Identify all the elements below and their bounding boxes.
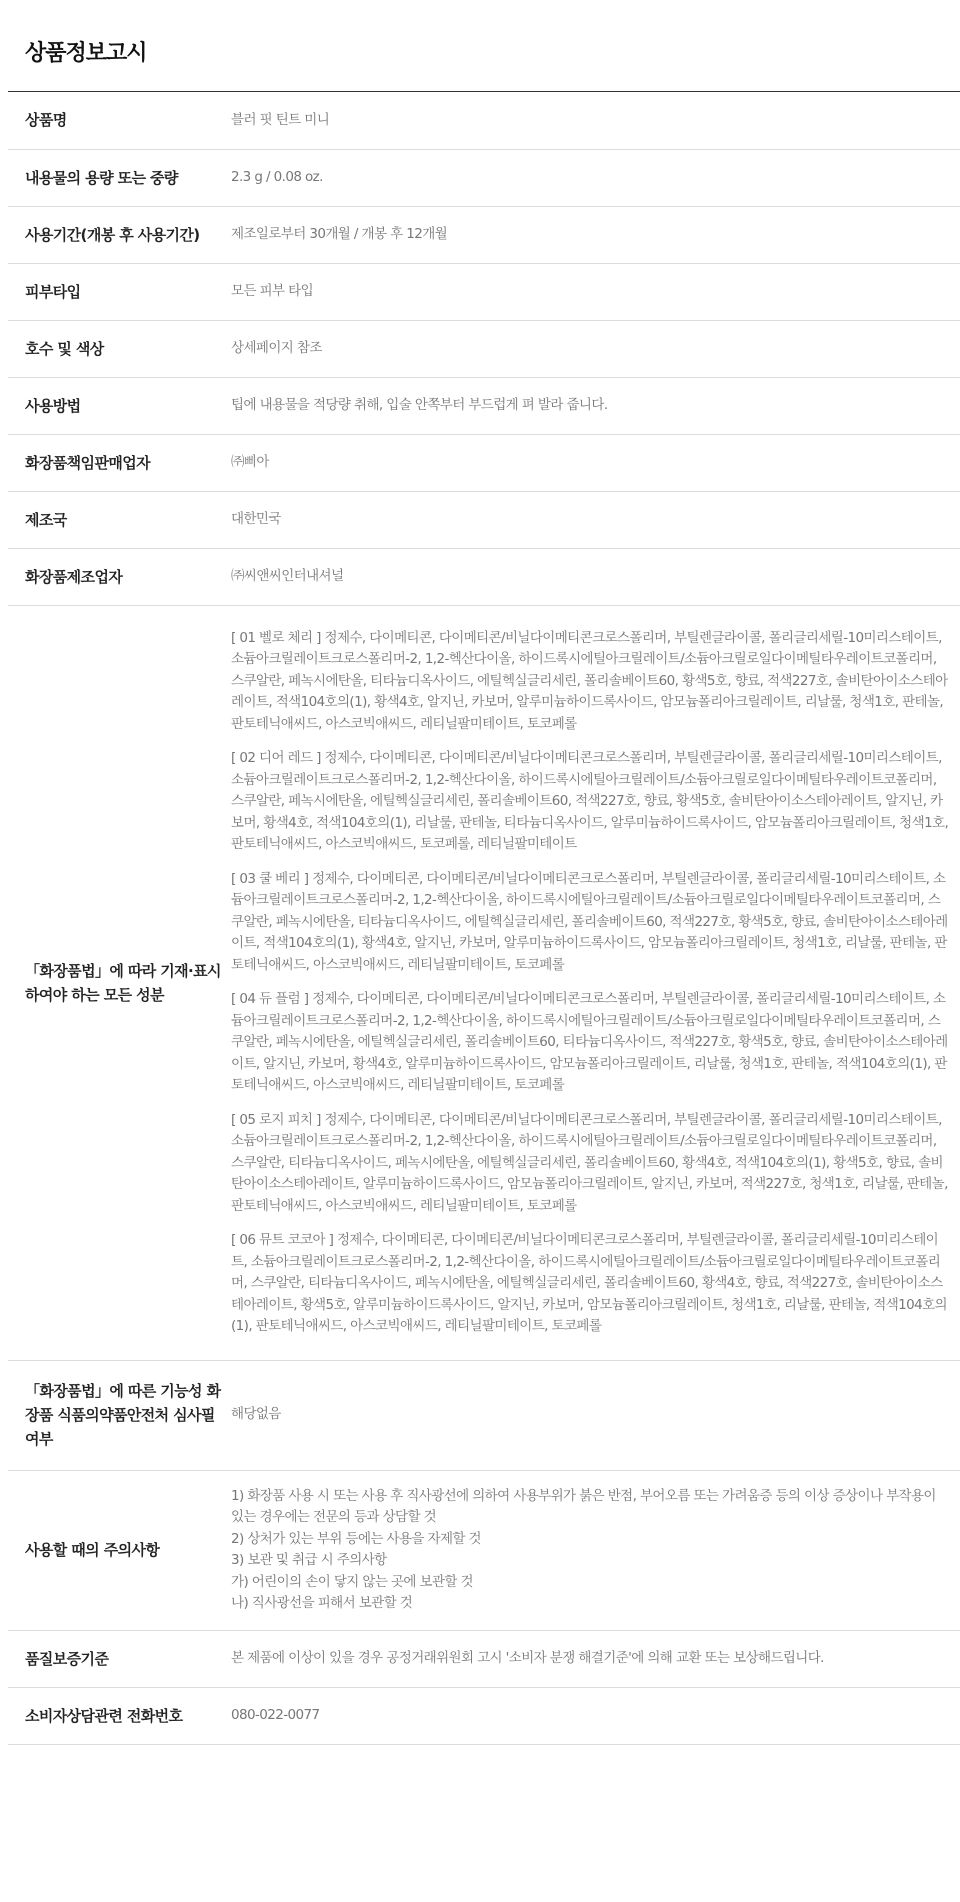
quality-value: 본 제품에 이상이 있을 경우 공정거래위원회 고시 '소비자 분쟁 해결기준'에 의해 교환 또는 보상해드립니다. (231, 1630, 960, 1687)
row-label: 내용물의 용량 또는 중량 (8, 149, 231, 206)
table-row (8, 1687, 960, 1744)
row-label: 제조국 (8, 491, 231, 548)
row-label: 사용방법 (8, 377, 231, 434)
precaution-line: 나) 직사광선을 피해서 보관할 것 (231, 1595, 413, 1611)
row-label: 피부타입 (8, 263, 231, 320)
table-row (8, 434, 960, 491)
row-label: 화장품책임판매업자 (8, 434, 231, 491)
row-value: ㈜삐아 (231, 434, 960, 491)
ingredients-list (231, 605, 960, 1360)
functional-label: 「화장품법」에 따른 기능성 화장품 식품의약품안전처 심사필 여부 (8, 1360, 231, 1470)
quality-label: 품질보증기준 (8, 1630, 231, 1687)
precautions-label: 사용할 때의 주의사항 (8, 1470, 231, 1630)
ingredient-item: [ 06 뮤트 코코아 ] 정제수, 다이메티콘, 다이메티콘/비닐다이메티콘크로스폴리머, 부틸렌글라이콜, 폴리글리세릴-10미리스테이트, 소듐아크릴레이트크로스폴리머-2, 1,2-헥산다이올, 하이드록시에틸아크릴레이트/소듐아크릴로일다이메틸타우레이트코폴리머, 스쿠알란, 티타늄디옥사이드, 페녹시에탄올, 에틸헥실글리세린, 폴리솔베이트60, 황색4호, 향료, 적색227호, 솔비탄아이소스테아레이트, 황색5호, 알루미늄하이드록사이드, 알지닌, 카보머, 암모늄폴리아크릴레이트, 청색1호, 리날룰, 판테놀, 적색104호의(1), 판토테닉애씨드, 아스코빅애씨드, 레티닐팔미테이트, 토코페롤 (231, 1232, 947, 1334)
table-row (8, 263, 960, 320)
product-info-notice (8, 0, 960, 1745)
precaution-line: 가) 어린이의 손이 닿지 않는 곳에 보관할 것 (231, 1573, 474, 1590)
table-row (8, 149, 960, 206)
precaution-line: 1) 화장품 사용 시 또는 사용 후 직사광선에 의하여 사용부위가 붉은 반점, 부어오름 또는 가려움증 등의 이상 증상이나 부작용이 있는 경우에는 전문의 등과 상담할 것 (231, 1487, 936, 1525)
ingredient-item: [ 02 디어 레드 ] 정제수, 다이메티콘, 다이메티콘/비닐다이메티콘크로스폴리머, 부틸렌글라이콜, 폴리글리세릴-10미리스테이트, 소듐아크릴레이트크로스폴리머-2, 1,2-헥산다이올, 하이드록시에틸아크릴레이트/소듐아크릴로일다이메틸타우레이트코폴리머, 스쿠알란, 페녹시에탄올, 에틸헥실글리세린, 폴리솔베이트60, 적색227호, 향료, 황색5호, 솔비탄아이소스테아레이트, 알지닌, 카보머, 황색4호, 적색104호의(1), 리날룰, 판테놀, 티타늄디옥사이드, 알루미늄하이드록사이드, 암모늄폴리아크릴레이트, 청색1호, 판토테닉애씨드, 아스코빅애씨드, 토코페롤, 레티닐팔미테이트 (231, 750, 949, 852)
functional-value: 해당없음 (231, 1360, 960, 1470)
ingredients-row (8, 605, 960, 1360)
row-value: ㈜씨앤씨인터내셔널 (231, 548, 960, 605)
table-row (8, 491, 960, 548)
precautions-row (8, 1470, 960, 1630)
ingredient-item: [ 05 로지 피치 ] 정제수, 다이메티콘, 다이메티콘/비닐다이메티콘크로스폴리머, 부틸렌글라이콜, 폴리글리세릴-10미리스테이트, 소듐아크릴레이트크로스폴리머-2, 1,2-헥산다이올, 하이드록시에틸아크릴레이트/소듐아크릴로일다이메틸타우레이트코폴리머, 스쿠알란, 티타늄디옥사이드, 페녹시에탄올, 에틸헥실글리세린, 폴리솔베이트60, 황색4호, 적색104호의(1), 황색5호, 향료, 솔비탄아이소스테아레이트, 알루미늄하이드록사이드, 암모늄폴리아크릴레이트, 알지닌, 카보머, 적색227호, 청색1호, 리날룰, 판테놀, 판토테닉애씨드, 아스코빅애씨드, 레티닐팔미테이트, 토코페롤 (231, 1111, 948, 1214)
row-value: 대한민국 (231, 491, 960, 548)
ingredients-label: 「화장품법」에 따라 기재·표시하여야 하는 모든 성분 (8, 605, 231, 1360)
functional-row (8, 1360, 960, 1470)
table-row (8, 320, 960, 377)
row-value: 상세페이지 참조 (231, 320, 960, 377)
table-row (8, 1630, 960, 1687)
phone-label: 소비자상담관련 전화번호 (8, 1687, 231, 1744)
table-row (8, 206, 960, 263)
info-table (8, 92, 960, 1745)
row-value: 제조일로부터 30개월 / 개봉 후 12개월 (231, 206, 960, 263)
row-label: 사용기간(개봉 후 사용기간) (8, 206, 231, 263)
precautions-list (231, 1470, 960, 1630)
precaution-line: 2) 상처가 있는 부위 등에는 사용을 자제할 것 (231, 1530, 481, 1547)
table-row (8, 377, 960, 434)
row-label: 상품명 (8, 92, 231, 149)
row-label: 화장품제조업자 (8, 548, 231, 605)
table-row (8, 92, 960, 149)
ingredient-item: [ 03 쿨 베리 ] 정제수, 다이메티콘, 다이메티콘/비닐다이메티콘크로스폴리머, 부틸렌글라이콜, 폴리글리세릴-10미리스테이트, 소듐아크릴레이트크로스폴리머-2, 1,2-헥산다이올, 하이드록시에틸아크릴레이트/소듐아크릴로일다이메틸타우레이트코폴리머, 스쿠알란, 페녹시에탄올, 티타늄디옥사이드, 에틸헥실글리세린, 폴리솔베이트60, 적색227호, 황색5호, 향료, 솔비탄아이소스테아레이트, 적색104호의(1), 황색4호, 알지닌, 카보머, 알루미늄하이드록사이드, 암모늄폴리아크릴레이트, 청색1호, 리날룰, 판테놀, 판토테닉애씨드, 아스코빅애씨드, 레티닐팔미테이트, 토코페롤 (231, 870, 948, 973)
row-value: 모든 피부 타입 (231, 263, 960, 320)
phone-value: 080-022-0077 (231, 1687, 960, 1744)
precaution-line: 3) 보관 및 취급 시 주의사항 (231, 1552, 387, 1568)
row-label: 호수 및 색상 (8, 320, 231, 377)
ingredient-item: [ 01 벨로 체리 ] 정제수, 다이메티콘, 다이메티콘/비닐다이메티콘크로스폴리머, 부틸렌글라이콜, 폴리글리세릴-10미리스테이트, 소듐아크릴레이트크로스폴리머-2, 1,2-헥산다이올, 하이드록시에틸아크릴레이트/소듐아크릴로일다이메틸타우레이트코폴리머, 스쿠알란, 페녹시에탄올, 티타늄디옥사이드, 에틸헥실글리세린, 폴리솔베이트60, 황색5호, 향료, 적색227호, 솔비탄아이소스테아레이트, 적색104호의(1), 황색4호, 알지닌, 카보머, 알루미늄하이드록사이드, 암모늄폴리아크릴레이트, 리날룰, 청색1호, 판테놀, 판토테닉애씨드, 아스코빅애씨드, 레티닐팔미테이트, 토코페롤 (231, 629, 948, 732)
table-row (8, 548, 960, 605)
row-value: 블러 핏 틴트 미니 (231, 92, 960, 149)
ingredient-item: [ 04 듀 플럼 ] 정제수, 다이메티콘, 다이메티콘/비닐다이메티콘크로스폴리머, 부틸렌글라이콜, 폴리글리세릴-10미리스테이트, 소듐아크릴레이트크로스폴리머-2, 1,2-헥산다이올, 하이드록시에틸아크릴레이트/소듐아크릴로일다이메틸타우레이트코폴리머, 스쿠알란, 페녹시에탄올, 에틸헥실글리세린, 폴리솔베이트60, 티타늄디옥사이드, 적색227호, 황색5호, 향료, 솔비탄아이소스테아레이트, 알지닌, 카보머, 황색4호, 알루미늄하이드록사이드, 암모늄폴리아크릴레이트, 리날룰, 청색1호, 판테놀, 적색104호의(1), 판토테닉애씨드, 아스코빅애씨드, 레티닐팔미테이트, 토코페롤 (231, 991, 948, 1093)
row-value: 2.3 g / 0.08 oz. (231, 149, 960, 206)
page-title: 상품정보고시 (8, 0, 960, 92)
row-value: 팁에 내용물을 적당량 취해, 입술 안쪽부터 부드럽게 펴 발라 줍니다. (231, 377, 960, 434)
